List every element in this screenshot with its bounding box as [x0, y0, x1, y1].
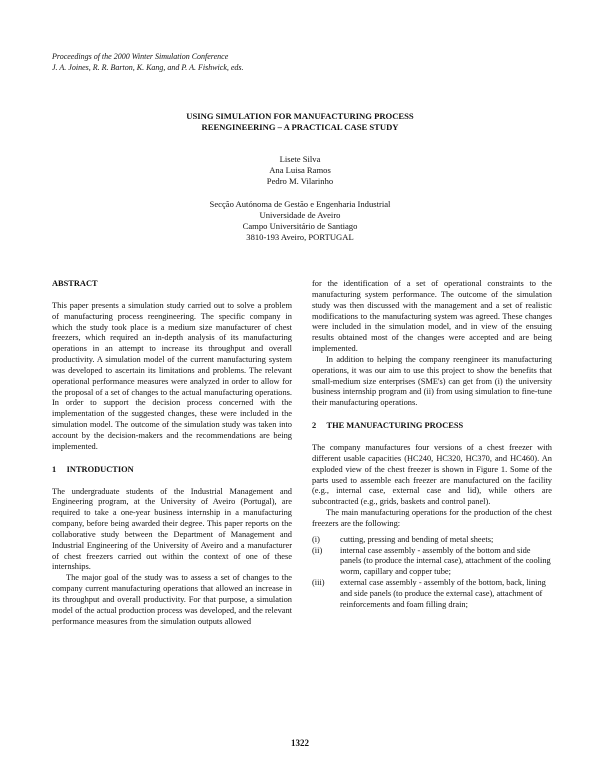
list-item — [312, 578, 552, 611]
manufacturing-paragraph: The main manufacturing operations for the production of the chest freezers are the following: — [312, 508, 552, 528]
abstract-text: This paper presents a simulation study carried out to solve a problem of manufacturing process reengineering. The specific company in which the study took place is a medium size manufacturer of chest freezers, which required an in-depth analysis of its manufacturing operations in an attempt to increase its throughput and overall productivity. A simulation model of the current manufacturing system was developed to ascertain its limitations and problems. The relevant operational performance measures were analyzed in order to allow for the proposal of a set of changes to the actual manufacturing operations. In order to support the decision process concerned with the implementation of the suggested changes, these were included in the simulation model. The outcome of the simulation study was taken into account by the decision-makers and the recommendations are being implemented. — [52, 300, 292, 451]
proceedings-editors: J. A. Joines, R. R. Barton, K. Kang, and P. A. Fishwick, eds. — [52, 62, 244, 72]
list-item-number: (ii) — [312, 545, 323, 555]
introduction-paragraph: In addition to helping the company reengineer its manufacturing operations, it was our aim to use this project to show the benefits that small-medium size enterprises (SME's) can get from (i) the university business internship program and (ii) from using simulation to fine-tune their manufacturing operations. — [312, 354, 552, 408]
affiliation-line: Secção Autónoma de Gestão e Engenharia Industrial — [209, 199, 391, 209]
list-item-number: (i) — [312, 534, 320, 544]
affiliation-line: Campo Universitário de Santiago — [242, 221, 358, 231]
left-column — [52, 279, 292, 627]
paper-title — [0, 111, 600, 133]
list-item-text: internal case assembly - assembly of the bottom and side panels (to produce the internal case), attachment of the cooling worm, capillary and copper tube; — [340, 545, 551, 577]
author-name: Lisete Silva — [279, 154, 321, 164]
proceedings-line-1: Proceedings of the 2000 Winter Simulation Conference — [52, 52, 229, 61]
introduction-paragraph: The undergraduate students of the Industrial Management and Engineering program, at the University of Aveiro (Portugal), are required to take a one-year business internship in a manufacturing company, before being awarded their degree. This paper reports on the collaborative study between the Department of Management and Industrial Engineering of the University of Aveiro and a manufacturer of chest freezers carried out within the context of one of these internships. — [52, 486, 292, 572]
affiliation-line: Universidade de Aveiro — [259, 210, 341, 220]
list-item-text: cutting, pressing and bending of metal sheets; — [340, 534, 494, 544]
manufacturing-process-heading: 2 THE MANUFACTURING PROCESS — [312, 421, 464, 431]
list-item — [312, 535, 552, 546]
abstract-heading: ABSTRACT — [52, 279, 98, 288]
title-line-2: REENGINEERING – A PRACTICAL CASE STUDY — [201, 122, 399, 132]
title-line-1: USING SIMULATION FOR MANUFACTURING PROCESS — [186, 111, 414, 121]
list-item — [312, 546, 552, 579]
manufacturing-paragraph: The company manufactures four versions of a chest freezer with different usable capacities (HC240, HC320, HC370, and HC460). An exploded view of the chest freezer is shown in Figure 1. Some of the parts used to assemble each freezer are manufactured on the facility (e.g., internal case, external case and lid), while others are subcontracted (e.g., grids, baskets and control panel). — [312, 442, 552, 507]
affiliation — [0, 199, 600, 243]
affiliation-line: 3810-193 Aveiro, PORTUGAL — [246, 232, 354, 242]
introduction-paragraph-continued: for the identification of a set of operational constraints to the manufacturing system performance. The outcome of the simulation study was then discussed with the management and a set of realistic modifications to the manufacturing system was agreed. These changes were included in the simulation model, and in view of the ensuing results obtained most of the changes were accepted and are being implemented. — [312, 279, 552, 354]
list-item-text: external case assembly - assembly of the bottom, back, lining and side panels (to produce the external case), attachment of reinforcements and foam filling drain; — [340, 578, 546, 609]
introduction-paragraph: The major goal of the study was to assess a set of changes to the company current manufacturing operations that allowed an increase in its throughput and overall productivity. For that purpose, a simulation model of the actual production process was developed, and the relevant performance measures from the simulation outputs allowed — [52, 573, 292, 626]
author-name: Pedro M. Vilarinho — [266, 176, 334, 186]
right-column — [312, 279, 552, 611]
operations-list — [312, 535, 552, 611]
introduction-heading: 1 INTRODUCTION — [52, 464, 134, 474]
author-list — [0, 154, 600, 187]
page-number: 1322 — [291, 738, 309, 748]
proceedings-header — [52, 52, 244, 73]
author-name: Ana Luisa Ramos — [269, 165, 331, 175]
list-item-number: (iii) — [312, 578, 325, 588]
